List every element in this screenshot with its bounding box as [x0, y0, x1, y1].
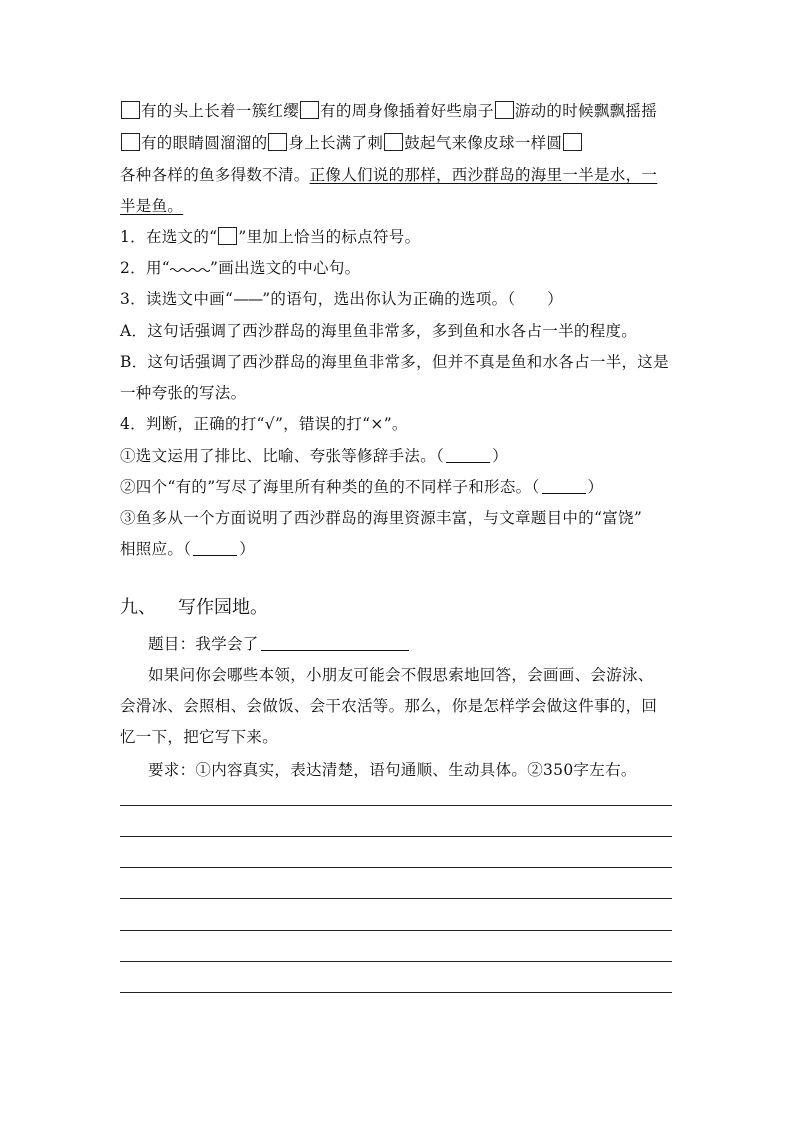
judgement-2	[120, 477, 603, 497]
punctuation-box[interactable]	[268, 133, 287, 151]
writing-line[interactable]	[120, 867, 672, 868]
passage-row-3	[120, 165, 657, 185]
punctuation-box[interactable]	[300, 101, 319, 119]
writing-line[interactable]	[120, 898, 672, 899]
question-4	[120, 414, 408, 434]
question-text: 3．读选文中画“	[120, 290, 234, 308]
question-1	[120, 227, 420, 247]
punctuation-box[interactable]	[495, 101, 514, 119]
passage-text: 有的周身像插着好些扇子	[320, 102, 494, 120]
requirements-text: 要求：①内容真实，表达清楚，语句通顺、生动具体。②350字左右。	[148, 761, 637, 779]
punctuation-box[interactable]	[121, 101, 140, 119]
passage-text: 各种各样的鱼多得数不清。	[120, 166, 310, 184]
topic-blank[interactable]	[261, 636, 409, 651]
answer-blank[interactable]	[193, 541, 237, 556]
prompt-paragraph-line-3	[120, 727, 278, 747]
judgement-text: ）	[239, 540, 256, 558]
prompt-text: 如果问你会哪些本领，小朋友可能会不假思索地回答，会画画、会游泳、	[148, 666, 654, 684]
underlined-sentence: 正像人们说的那样，西沙群岛的海里一半是水，一	[309, 166, 658, 184]
prompt-paragraph-line-2	[120, 696, 657, 716]
requirements	[148, 760, 637, 780]
passage-row-1	[120, 101, 657, 121]
question-3	[120, 289, 563, 309]
section-title: 写作园地。	[178, 597, 268, 618]
passage-text: 游动的时候飘飘摇摇	[514, 102, 658, 120]
judgement-text: ②四个“有的”写尽了海里所有种类的鱼的不同样子和形态。（	[120, 478, 540, 496]
underlined-sentence: 半是鱼。	[120, 197, 184, 215]
passage-text: 有的眼睛圆溜溜的	[141, 134, 268, 152]
question-2	[120, 258, 360, 278]
prompt-text: 会滑冰、会照相、会做饭、会干农活等。那么，你是怎样学会做这件事的，回	[120, 697, 658, 715]
answer-blank[interactable]	[542, 479, 586, 494]
passage-text: 有的头上长着一簇红缨	[141, 102, 300, 120]
judgement-3	[120, 508, 642, 528]
question-text: 4．判断，正确的打“√”，错误的打“×”。	[120, 415, 408, 433]
section-number: 九、	[120, 597, 156, 618]
question-text: 2．用“	[120, 259, 170, 277]
topic-label: 题目：我学会了	[148, 635, 259, 653]
option-text: 一种夸张的写法。	[120, 384, 247, 402]
writing-line[interactable]	[120, 805, 672, 806]
judgement-text: ①选文运用了排比、比喻、夸张等修辞手法。（	[120, 447, 445, 465]
option-text: B．这句话强调了西沙群岛的海里鱼非常多，但并不真是鱼和水各占一半，这是	[120, 353, 669, 371]
judgement-1	[120, 446, 508, 466]
topic-line	[148, 634, 409, 654]
punctuation-box[interactable]	[384, 133, 403, 151]
passage-text: 身上长满了刺	[288, 134, 384, 152]
passage-row-2	[120, 133, 583, 153]
section-heading	[120, 596, 268, 620]
passage-row-4	[120, 196, 183, 216]
writing-line[interactable]	[120, 992, 672, 993]
writing-line[interactable]	[120, 961, 672, 962]
judgement-text: ③鱼多从一个方面说明了西沙群岛的海里资源丰富，与文章题目中的“富饶”	[120, 509, 643, 527]
judgement-text: ）	[587, 478, 604, 496]
judgement-text: ）	[492, 447, 508, 465]
box-symbol	[218, 227, 237, 245]
question-text: ”画出选文的中心句。	[210, 259, 361, 277]
judgement-3-continued	[120, 539, 255, 559]
option-a[interactable]	[120, 321, 637, 341]
question-text: 1．在选文的“	[120, 228, 218, 246]
question-text: ”的语句，选出你认为正确的选项。（ ）	[262, 290, 563, 308]
punctuation-box[interactable]	[121, 133, 140, 151]
passage-text: 鼓起气来像皮球一样圆	[404, 134, 563, 152]
writing-line[interactable]	[120, 836, 672, 837]
punctuation-box[interactable]	[563, 133, 582, 151]
prompt-text: 忆一下，把它写下来。	[120, 728, 279, 746]
straight-line-mark: ——	[233, 290, 263, 308]
wavy-line-icon	[170, 264, 210, 274]
question-text: ”里加上恰当的标点符号。	[238, 228, 421, 246]
answer-blank[interactable]	[446, 448, 490, 463]
prompt-paragraph	[148, 665, 654, 685]
option-text: A．这句话强调了西沙群岛的海里鱼非常多，多到鱼和水各占一半的程度。	[120, 322, 638, 340]
option-b[interactable]	[120, 352, 669, 372]
option-b-continued	[120, 383, 246, 403]
writing-line[interactable]	[120, 930, 672, 931]
judgement-text: 相照应。（	[120, 540, 192, 558]
